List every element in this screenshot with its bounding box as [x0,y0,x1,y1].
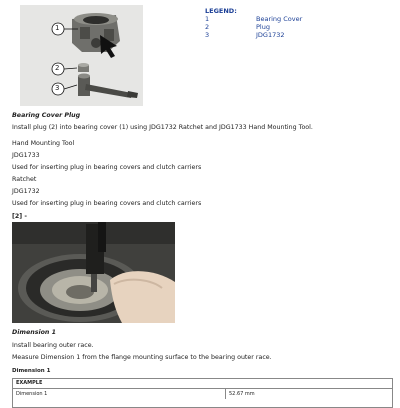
table-title: Dimension 1 [12,368,51,374]
callout-3: 3 [55,84,60,92]
tool-usage: Used for inserting plug in bearing covers and clutch carriers [12,164,202,171]
legend-number: 2 [205,23,210,31]
step-label: [2] - [12,213,27,220]
instruction-text: Measure Dimension 1 from the flange mounting surface to the bearing outer race. [12,354,272,361]
instruction-text: Install bearing outer race. [12,342,94,349]
section-heading: Dimension 1 [12,329,56,336]
tool-code: JDG1732 [12,188,40,195]
tool-name: Hand Mounting Tool [12,140,75,147]
legend-row [205,15,303,23]
legend-name: Bearing Cover [256,15,303,23]
section-heading: Bearing Cover Plug [12,112,81,119]
legend-title: LEGEND: [205,7,237,15]
legend-row [205,31,285,39]
table-cell-label: Dimension 1 [16,391,48,397]
tool-name: Ratchet [12,176,37,183]
legend [205,7,303,39]
table-header: EXAMPLE [13,379,392,389]
tool-code: JDG1733 [12,152,40,159]
callout-2: 2 [55,64,60,72]
legend-name: Plug [256,23,270,31]
instruction-text: Install plug (2) into bearing cover (1) using JDG1732 Ratchet and JDG1733 Hand Mounting Tool. [12,124,313,131]
bearing-race-photo [12,222,175,323]
tool-usage: Used for inserting plug in bearing covers and clutch carriers [12,200,202,207]
bearing-cover-illustration [20,5,143,106]
legend-name: JDG1732 [256,31,285,39]
table-cell-value: 52.67 mm [229,391,255,397]
legend-number: 1 [205,15,210,23]
table-row [13,389,392,399]
callout-1: 1 [55,24,60,32]
legend-row [205,23,270,31]
legend-number: 3 [205,31,210,39]
dimension-table [12,378,393,408]
column-divider [225,389,226,399]
